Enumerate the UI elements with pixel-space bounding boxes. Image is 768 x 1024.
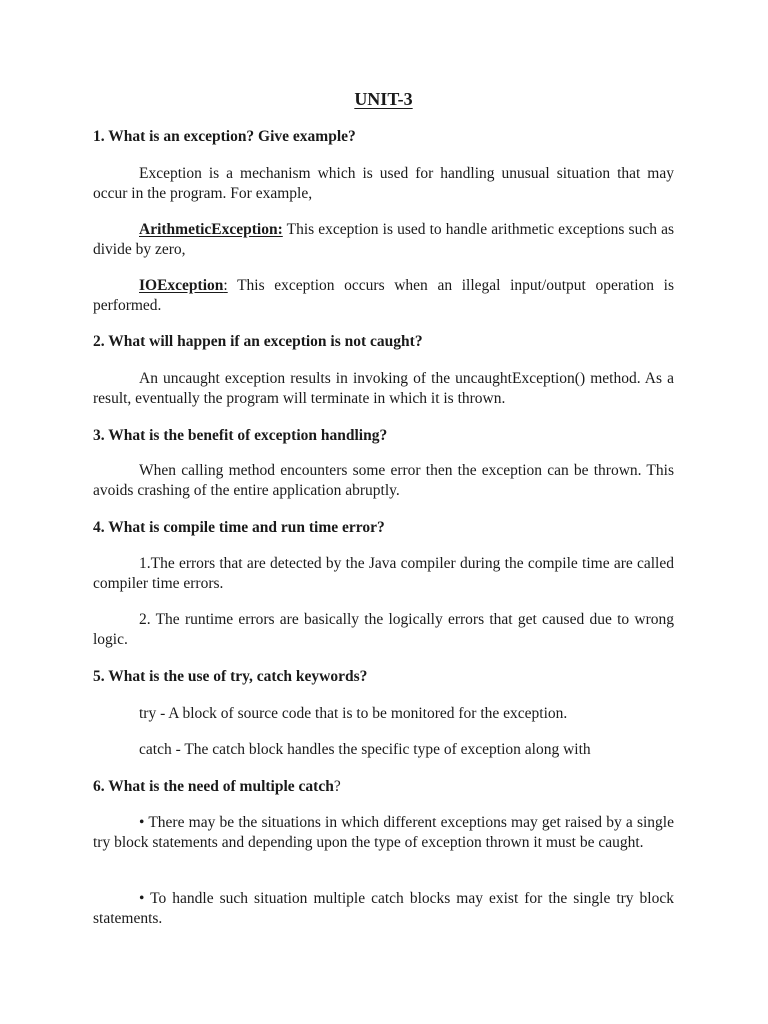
term-io-exception-sep: : — [223, 277, 228, 294]
question-3: 3. What is the benefit of exception handling? — [93, 427, 388, 444]
question-6-text: 6. What is the need of multiple catch — [93, 778, 334, 795]
answer-1-arithmetic-exception — [93, 220, 674, 260]
question-4: 4. What is compile time and run time error? — [93, 519, 385, 536]
question-5: 5. What is the use of try, catch keywords? — [93, 668, 368, 685]
answer-1-io-exception — [93, 276, 674, 316]
question-6-suffix: ? — [333, 778, 341, 795]
answer-6-bullet-1: • There may be the situations in which different exceptions may get raised by a single try block statements and depending upon the type of exception thrown it must be caught. — [93, 814, 674, 851]
term-arithmetic-exception-text: This exception is used to handle arithmetic exceptions such as divide by zero, — [93, 221, 674, 258]
question-1: 1. What is an exception? Give example? — [93, 128, 356, 145]
answer-6-bullet-2: • To handle such situation multiple catch blocks may exist for the single try block statements. — [93, 890, 674, 927]
answer-3-paragraph: When calling method encounters some error then the exception can be thrown. This avoids crashing of the entire application abruptly. — [93, 462, 674, 499]
answer-2-paragraph: An uncaught exception results in invoking of the uncaughtException() method. As a result, eventually the program will terminate in which it is thrown. — [93, 370, 674, 407]
page-title: UNIT-3 — [354, 89, 413, 109]
answer-1-paragraph: Exception is a mechanism which is used for handling unusual situation that may occur in the program. For example, — [93, 165, 674, 202]
term-arithmetic-exception: ArithmeticException: — [139, 221, 283, 238]
question-6 — [93, 777, 674, 797]
question-2: 2. What will happen if an exception is not caught? — [93, 333, 423, 350]
answer-5-catch: catch - The catch block handles the specific type of exception along with — [139, 741, 591, 758]
term-io-exception-text: This exception occurs when an illegal input/output operation is performed. — [93, 277, 674, 314]
term-io-exception: IOException — [139, 277, 224, 294]
answer-5-try: try - A block of source code that is to be monitored for the exception. — [139, 705, 568, 722]
answer-4-paragraph-2: 2. The runtime errors are basically the logically errors that get caused due to wrong logic. — [93, 611, 674, 648]
answer-4-paragraph-1: 1.The errors that are detected by the Java compiler during the compile time are called compiler time errors. — [93, 555, 674, 592]
